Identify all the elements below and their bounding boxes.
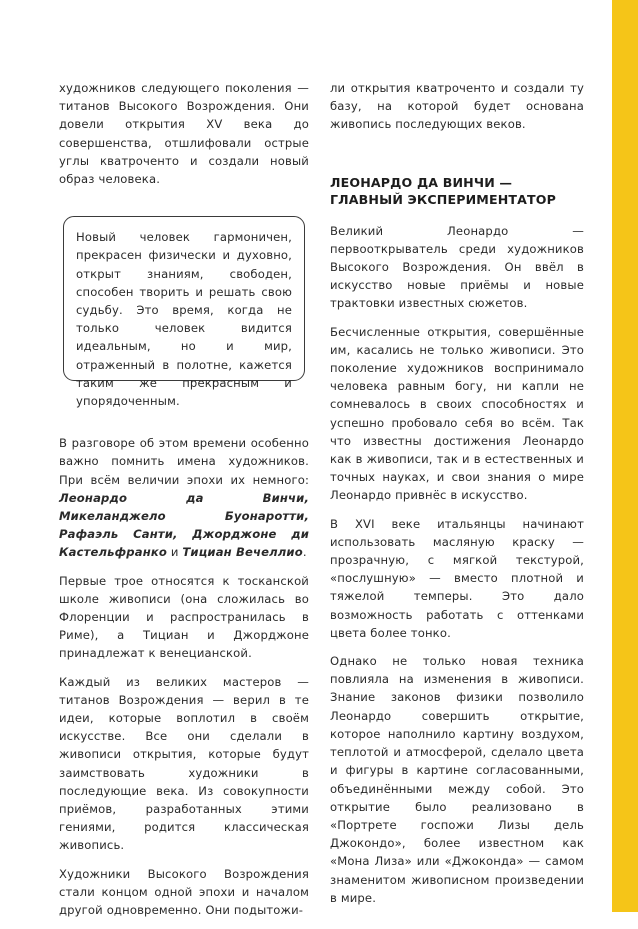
artists-paragraph [59,434,309,561]
artists-names: Леонардо да Винчи, Микеланджело Буонаротти, Рафаэль Санти, Джорджоне ди Кастельфранко [59,490,309,560]
section-heading-line1: ЛЕОНАРДО ДА ВИНЧИ — [330,174,513,190]
mona-lisa-paragraph: Однако не только новая техника повлияла на изменения в живописи. Знание законов физики позволило Леонардо совершить открытие, которое наполнило картину воздухом, теплотой и атмосферой, сделало цвета и фигуры в картине согласованными, объединёнными между собой. Это открытие было реализовано в «Портрете госпожи Лизы дель Джокондо», более известном как «Мона Лиза» или «Джоконда» — самом знаменитом живописном произведении в мире. [330,654,584,905]
section-heading-line2: ГЛАВНЫЙ ЭКСПЕРИМЕНТАТОР [330,191,557,207]
yellow-side-bar [612,0,638,912]
right-continuation-paragraph: ли открытия кватроченто и создали ту базу, на которой будет основана живопись последующих веков. [330,81,584,132]
summary-paragraph: Художники Высокого Возрождения стали концом одной эпохи и началом другой одновременно. Они подытожи- [59,866,309,918]
artists-and-text: и [167,545,183,560]
schools-paragraph: Первые трое относятся к тосканской школе живописи (она сложилась во Флоренции и распространилась в Риме), а Тициан и Джорджоне принадлежат к венецианской. [59,573,309,661]
artist-titian: Тициан Вечеллио [182,545,303,560]
right-column [330,79,584,917]
callout-box: Новый человек гармоничен, прекрасен физически и духовно, открыт знаниям, свободен, способен творить и решать свою судьбу. Это время, когда не только человек видится идеальным, но и мир, отраженный в полотне, кажется таким же прекрасным и упорядоченным. [63,216,305,381]
left-column [59,79,309,929]
leonardo-intro-paragraph: Великий Леонардо — первооткрыватель среди художников Высокого Возрождения. Он ввёл в искусство новые приёмы и новые трактовки известных сюжетов. [330,223,584,311]
section-heading [330,174,584,208]
artists-end-text: . [302,545,307,560]
masters-paragraph: Каждый из великих мастеров — титанов Возрождения — верил в те идеи, которые воплотил в своём искусстве. Все они сделали в живописи открытия, которые будут заимствовать художники в последующие века. Из совокупности приёмов, разработанных этими гениями, родится классическая живопись. [59,674,309,853]
left-intro-paragraph: художников следующего поколения — титанов Высокого Возрождения. Они довели открытия XV века до совершенства, отшлифовали острые углы кватроченто и создали новый образ человека. [59,81,309,187]
artists-intro-text: В разговоре об этом времени особенно важно помнить имена художников. При всём величии эпохи их немного: [59,436,309,487]
oil-paint-paragraph: В XVI веке итальянцы начинают использовать масляную краску — прозрачную, с мягкой текстурой, «послушную» — вместо плотной и тяжелой темперы. Это дало возможность работать с оттенками цвета более тонко. [330,516,584,640]
discoveries-paragraph: Бесчисленные открытия, совершённые им, касались не только живописи. Это поколение художников воспринимало человека равным богу, ни капли не сомневалось в своих способностях и успешно пробовало себя во всём. Так что известны достижения Леонардо как в живописи, так и в естественных и точных науках, и свои знания о мире Леонардо привнёс в искусство. [330,324,584,503]
